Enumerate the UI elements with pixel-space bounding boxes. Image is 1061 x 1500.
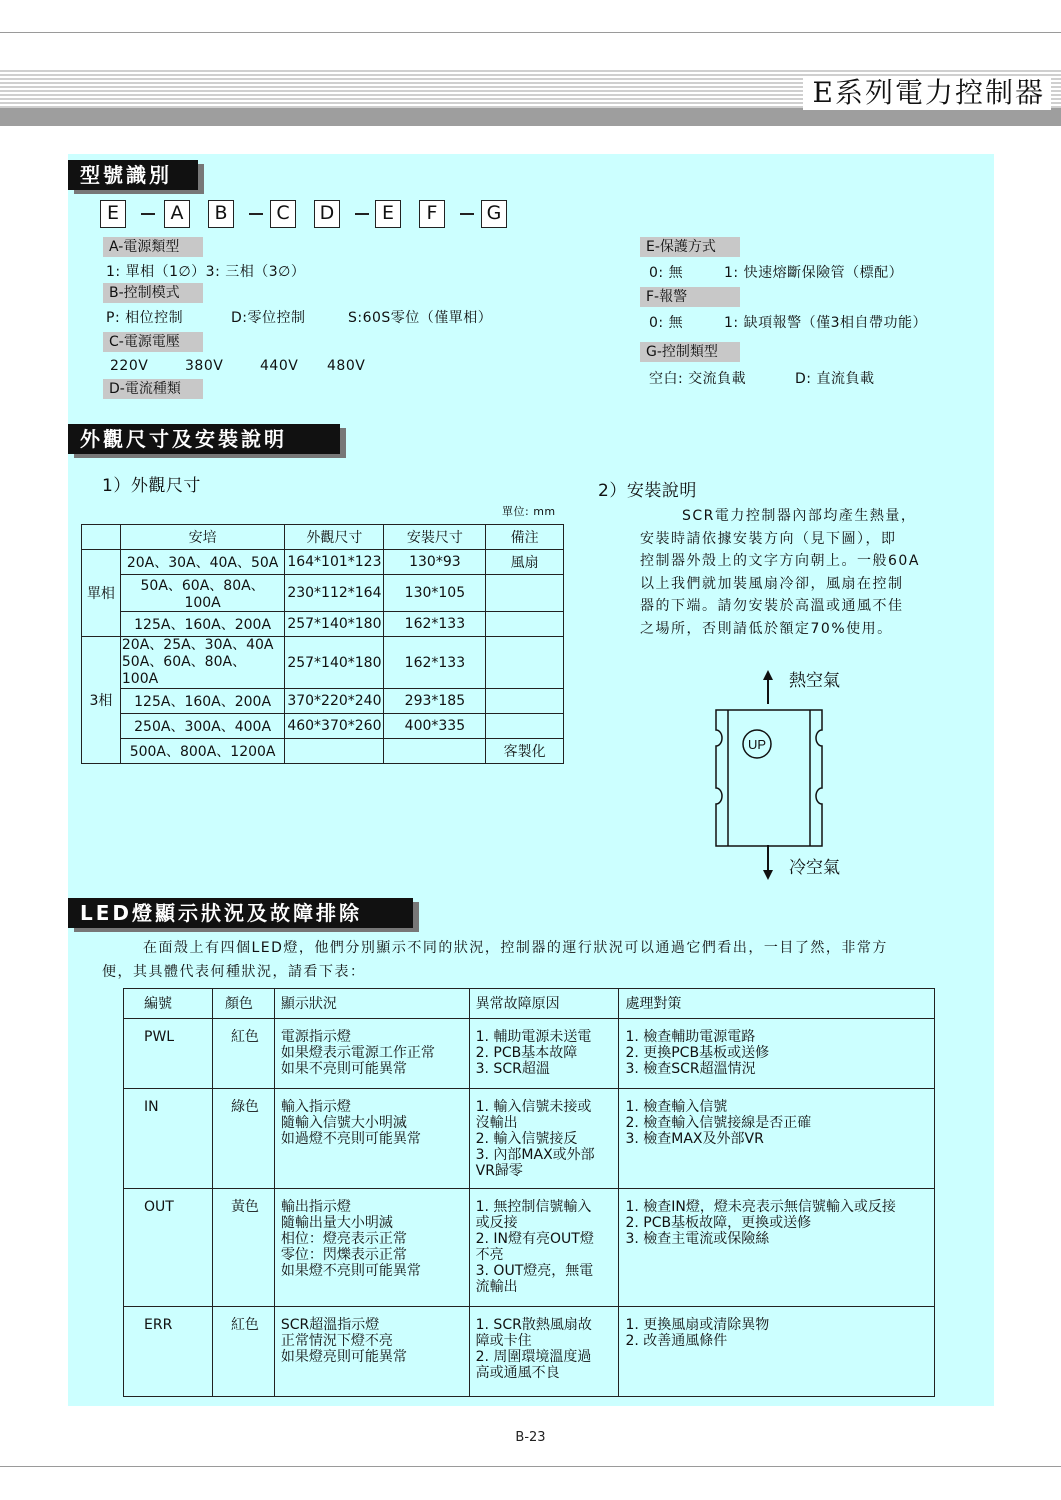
led-cause-line: 1. 無控制信號輸入 — [475, 1199, 592, 1215]
led-cause-line: 2. 輸入信號接反 — [475, 1131, 578, 1147]
dim-row — [82, 739, 564, 764]
led-action-line: 3. 檢查主電流或保險絲 — [625, 1231, 770, 1247]
cold-air-label: 冷空氣 — [789, 858, 840, 878]
led-status-line: 如果燈亮則可能異常 — [280, 1349, 407, 1365]
led-cause-line: 高或通風不良 — [475, 1365, 560, 1381]
page-number: B-23 — [515, 1430, 546, 1445]
sub-heading-dimensions: 1）外觀尺寸 — [102, 476, 201, 496]
dim-cell: 370*220*240 — [285, 689, 384, 714]
dim-cell: 125A、160A、200A — [120, 689, 284, 714]
led-action-line: 3. 檢查MAX及外部VR — [625, 1131, 764, 1147]
dim-cell: 50A、60A、80A、100A — [120, 575, 284, 612]
section-heading-dimensions: 外觀尺寸及安裝說明 — [68, 424, 340, 454]
led-status-cell — [274, 1019, 469, 1089]
led-cause-line: 3. OUT燈亮，無電 — [475, 1263, 594, 1279]
dim-row — [82, 575, 564, 612]
led-status-line: 隨輸出量大小明滅 — [280, 1215, 393, 1231]
value-b-1: P: 相位控制 — [106, 310, 184, 326]
led-status-cell — [274, 1089, 469, 1189]
label-d: D-電流種類 — [103, 379, 203, 399]
dim-row — [82, 637, 564, 689]
led-cause-line: 2. IN燈有亮OUT燈 — [475, 1231, 594, 1247]
led-cause-line: 2. 周圍環境溫度過 — [475, 1349, 592, 1365]
led-status-line: SCR超溫指示燈 — [280, 1317, 380, 1333]
led-id: OUT — [144, 1199, 174, 1215]
dimensions-table — [81, 524, 564, 764]
led-cause-cell — [469, 1307, 619, 1397]
led-action-line: 1. 檢查IN燈，燈未亮表示無信號輸入或反接 — [625, 1199, 896, 1215]
top-border — [0, 32, 1061, 33]
led-row — [124, 1089, 935, 1189]
dim-cell: 162*133 — [384, 612, 486, 637]
value-b-2: D:零位控制 — [231, 310, 306, 326]
dim-row — [82, 689, 564, 714]
label-c: C-電源電壓 — [103, 332, 203, 352]
dim-cell-line: 50A、60A、80A、100A — [121, 654, 247, 687]
dim-cell: 20A、30A、40A、50A — [120, 550, 284, 575]
sub-heading-install: 2）安裝說明 — [598, 481, 697, 501]
hot-air-label: 熱空氣 — [789, 671, 840, 691]
led-status-line: 如果燈表示電源工作正常 — [280, 1045, 435, 1061]
led-action-line: 2. 更換PCB基板或送修 — [625, 1045, 770, 1061]
led-status-cell — [274, 1189, 469, 1307]
install-line: 之場所，否則請低於額定70%使用。 — [640, 620, 893, 637]
led-status-line: 如果不亮則可能異常 — [280, 1061, 407, 1077]
up-label: UP — [747, 737, 767, 752]
code-separator — [141, 213, 155, 215]
led-status-line: 如過燈不亮則可能異常 — [280, 1131, 421, 1147]
dim-cell: 130*105 — [384, 575, 486, 612]
led-action-line: 1. 檢查輔助電源電路 — [625, 1029, 756, 1045]
led-row — [124, 1019, 935, 1089]
led-status-line: 電源指示燈 — [280, 1029, 351, 1045]
dim-cell: 460*370*260 — [285, 714, 384, 739]
dim-cell: 500A、800A、1200A — [120, 739, 284, 764]
led-status-line: 零位：閃爍表示正常 — [280, 1247, 407, 1263]
led-status-line: 如果燈不亮則可能異常 — [280, 1263, 421, 1279]
led-action-cell — [619, 1089, 935, 1189]
led-id-cell — [124, 1089, 213, 1189]
led-cause-line: 1. 輸入信號未接或 — [475, 1099, 592, 1115]
led-action-line: 2. 改善通風條件 — [625, 1333, 728, 1349]
install-line: 以上我們就加裝風扇冷卻，風扇在控制 — [640, 575, 904, 592]
led-status-line: 正常情況下燈不亮 — [280, 1333, 393, 1349]
led-id: PWL — [144, 1029, 175, 1045]
install-line: 控制器外殼上的文字方向朝上。一般60A — [640, 553, 920, 569]
dim-cell: 250A、300A、400A — [120, 714, 284, 739]
section-heading-led: LED燈顯示狀況及故障排除 — [68, 898, 413, 928]
install-line: 器的下端。請勿安裝於高溫或通風不佳 — [640, 598, 904, 614]
dim-cell — [285, 739, 384, 764]
dim-cell: 257*140*180 — [285, 637, 384, 689]
dim-group-single: 單相 — [82, 550, 121, 637]
dim-row — [82, 612, 564, 637]
led-id-cell — [124, 1307, 213, 1397]
code-separator — [355, 213, 369, 215]
dim-cell: 162*133 — [384, 637, 486, 689]
dim-cell-line: 20A、25A、30A、40A — [121, 637, 274, 653]
value-a: 1: 單相（1∅）3: 三相（3∅） — [106, 264, 306, 280]
dim-row — [82, 550, 564, 575]
led-id: IN — [144, 1099, 159, 1115]
led-status-line: 輸出指示燈 — [280, 1199, 351, 1215]
led-intro-line-1: 在面殼上有四個LED燈，他們分別顯示不同的狀況，控制器的運行狀況可以通過它們看出，一目了然，非常方 — [143, 940, 888, 956]
led-status-line: 相位：燈亮表示正常 — [280, 1231, 407, 1247]
led-cause-line: 3. 內部MAX或外部 — [475, 1147, 595, 1163]
led-color-cell — [212, 1089, 274, 1189]
led-header-row — [124, 989, 935, 1019]
value-f-2: 1: 缺項報警（僅3相自帶功能） — [724, 315, 927, 331]
dim-cell: 風扇 — [486, 550, 564, 575]
led-header-status: 顯示狀況 — [274, 989, 469, 1019]
code-letter-box: G — [481, 200, 507, 228]
led-id: ERR — [144, 1317, 173, 1333]
code-letter-box: F — [419, 200, 445, 228]
code-letter-box: D — [314, 200, 340, 228]
led-cause-cell — [469, 1089, 619, 1189]
label-a: A-電源類型 — [103, 237, 203, 257]
code-letter-box: C — [270, 200, 296, 228]
led-cause-line: 流輸出 — [475, 1279, 518, 1295]
led-intro-line-2: 便，其具體代表何種狀況，請看下表： — [102, 964, 366, 980]
led-cause-cell — [469, 1189, 619, 1307]
dim-header-note: 備注 — [486, 525, 564, 550]
dim-cell — [486, 637, 564, 689]
install-line: SCR電力控制器內部均產生熱量， — [682, 508, 917, 524]
value-c-1: 220V — [110, 358, 149, 374]
up-arrow-icon — [763, 670, 773, 704]
code-separator — [249, 213, 263, 215]
dim-cell: 400*335 — [384, 714, 486, 739]
led-action-line: 1. 檢查輸入信號 — [625, 1099, 728, 1115]
led-cause-line: 障或卡住 — [475, 1333, 532, 1349]
led-color-cell — [212, 1019, 274, 1089]
led-status-cell — [274, 1307, 469, 1397]
dim-header-outer: 外觀尺寸 — [285, 525, 384, 550]
dim-cell — [120, 637, 284, 689]
led-table — [123, 988, 935, 1397]
led-id-cell — [124, 1189, 213, 1307]
led-color: 黃色 — [230, 1199, 259, 1215]
led-cause-line: 不亮 — [475, 1247, 504, 1263]
value-e-1: 0: 無 — [649, 265, 684, 281]
code-letter-box: E — [375, 200, 401, 228]
airflow-diagram — [700, 660, 900, 890]
dim-header-amp: 安培 — [120, 525, 284, 550]
dim-cell — [384, 739, 486, 764]
led-action-cell — [619, 1189, 935, 1307]
dim-header-mount: 安裝尺寸 — [384, 525, 486, 550]
value-g-1: 空白: 交流負載 — [649, 371, 747, 387]
code-letter-box: A — [164, 200, 190, 228]
install-text — [640, 505, 950, 640]
label-e: E-保護方式 — [640, 237, 740, 257]
dim-cell — [486, 612, 564, 637]
led-cause-line: 3. SCR超溫 — [475, 1061, 550, 1077]
bottom-border — [0, 1466, 1061, 1467]
dim-cell — [486, 689, 564, 714]
dim-header-blank — [82, 525, 121, 550]
led-header-action: 處理對策 — [619, 989, 935, 1019]
value-f-1: 0: 無 — [649, 315, 684, 331]
value-c-3: 440V — [260, 358, 299, 374]
dim-cell: 130*93 — [384, 550, 486, 575]
dim-header-row — [82, 525, 564, 550]
led-action-line: 3. 檢查SCR超溫情況 — [625, 1061, 756, 1077]
led-header-color: 顏色 — [212, 989, 274, 1019]
led-action-line: 2. PCB基板故障，更換或送修 — [625, 1215, 812, 1231]
led-color: 紅色 — [230, 1029, 259, 1045]
code-separator — [460, 213, 474, 215]
value-c-2: 380V — [185, 358, 224, 374]
code-letter-box: B — [208, 200, 234, 228]
led-cause-line: VR歸零 — [475, 1163, 523, 1179]
led-id-cell — [124, 1019, 213, 1089]
led-status-line: 輸入指示燈 — [280, 1099, 351, 1115]
led-color-cell — [212, 1307, 274, 1397]
led-color-cell — [212, 1189, 274, 1307]
dim-cell: 125A、160A、200A — [120, 612, 284, 637]
led-action-cell — [619, 1307, 935, 1397]
dim-cell — [486, 575, 564, 612]
label-b: B-控制模式 — [103, 283, 203, 303]
value-g-2: D: 直流負載 — [795, 371, 875, 387]
led-action-cell — [619, 1019, 935, 1089]
dim-cell: 客製化 — [486, 739, 564, 764]
dim-cell: 164*101*123 — [285, 550, 384, 575]
dim-cell — [486, 714, 564, 739]
section-heading-model: 型號識別 — [68, 160, 198, 190]
led-status-line: 隨輸入信號大小明滅 — [280, 1115, 407, 1131]
led-color: 紅色 — [230, 1317, 259, 1333]
dim-cell: 257*140*180 — [285, 612, 384, 637]
led-cause-line: 沒輸出 — [475, 1115, 518, 1131]
label-g: G-控制類型 — [640, 342, 740, 362]
install-line: 安裝時請依據安裝方向（見下圖），即 — [640, 530, 897, 547]
down-arrow-icon — [763, 845, 773, 880]
value-c-4: 480V — [327, 358, 366, 374]
led-header-id: 編號 — [124, 989, 213, 1019]
dim-cell: 293*185 — [384, 689, 486, 714]
page-title: E系列電力控制器 — [803, 76, 1051, 110]
led-cause-line: 2. PCB基本故障 — [475, 1045, 578, 1061]
led-action-line: 2. 檢查輸入信號接線是否正確 — [625, 1115, 812, 1131]
label-f: F-報警 — [640, 287, 740, 307]
led-cause-line: 或反接 — [475, 1215, 518, 1231]
controller-outline-icon — [716, 710, 822, 846]
unit-label: 單位: mm — [502, 505, 556, 518]
led-action-line: 1. 更換風扇或清除異物 — [625, 1317, 770, 1333]
value-e-2: 1: 快速熔斷保險管（標配） — [724, 265, 904, 281]
led-row — [124, 1307, 935, 1397]
dim-group-three: 3相 — [82, 637, 121, 764]
led-color: 綠色 — [230, 1099, 259, 1115]
led-header-cause: 異常故障原因 — [469, 989, 619, 1019]
value-b-3: S:60S零位（僅單相） — [348, 310, 493, 326]
led-row — [124, 1189, 935, 1307]
dim-cell: 230*112*164 — [285, 575, 384, 612]
led-cause-line: 1. 輔助電源未送電 — [475, 1029, 592, 1045]
dim-row — [82, 714, 564, 739]
code-letter-box: E — [100, 200, 126, 228]
led-cause-cell — [469, 1019, 619, 1089]
led-cause-line: 1. SCR散熱風扇故 — [475, 1317, 592, 1333]
